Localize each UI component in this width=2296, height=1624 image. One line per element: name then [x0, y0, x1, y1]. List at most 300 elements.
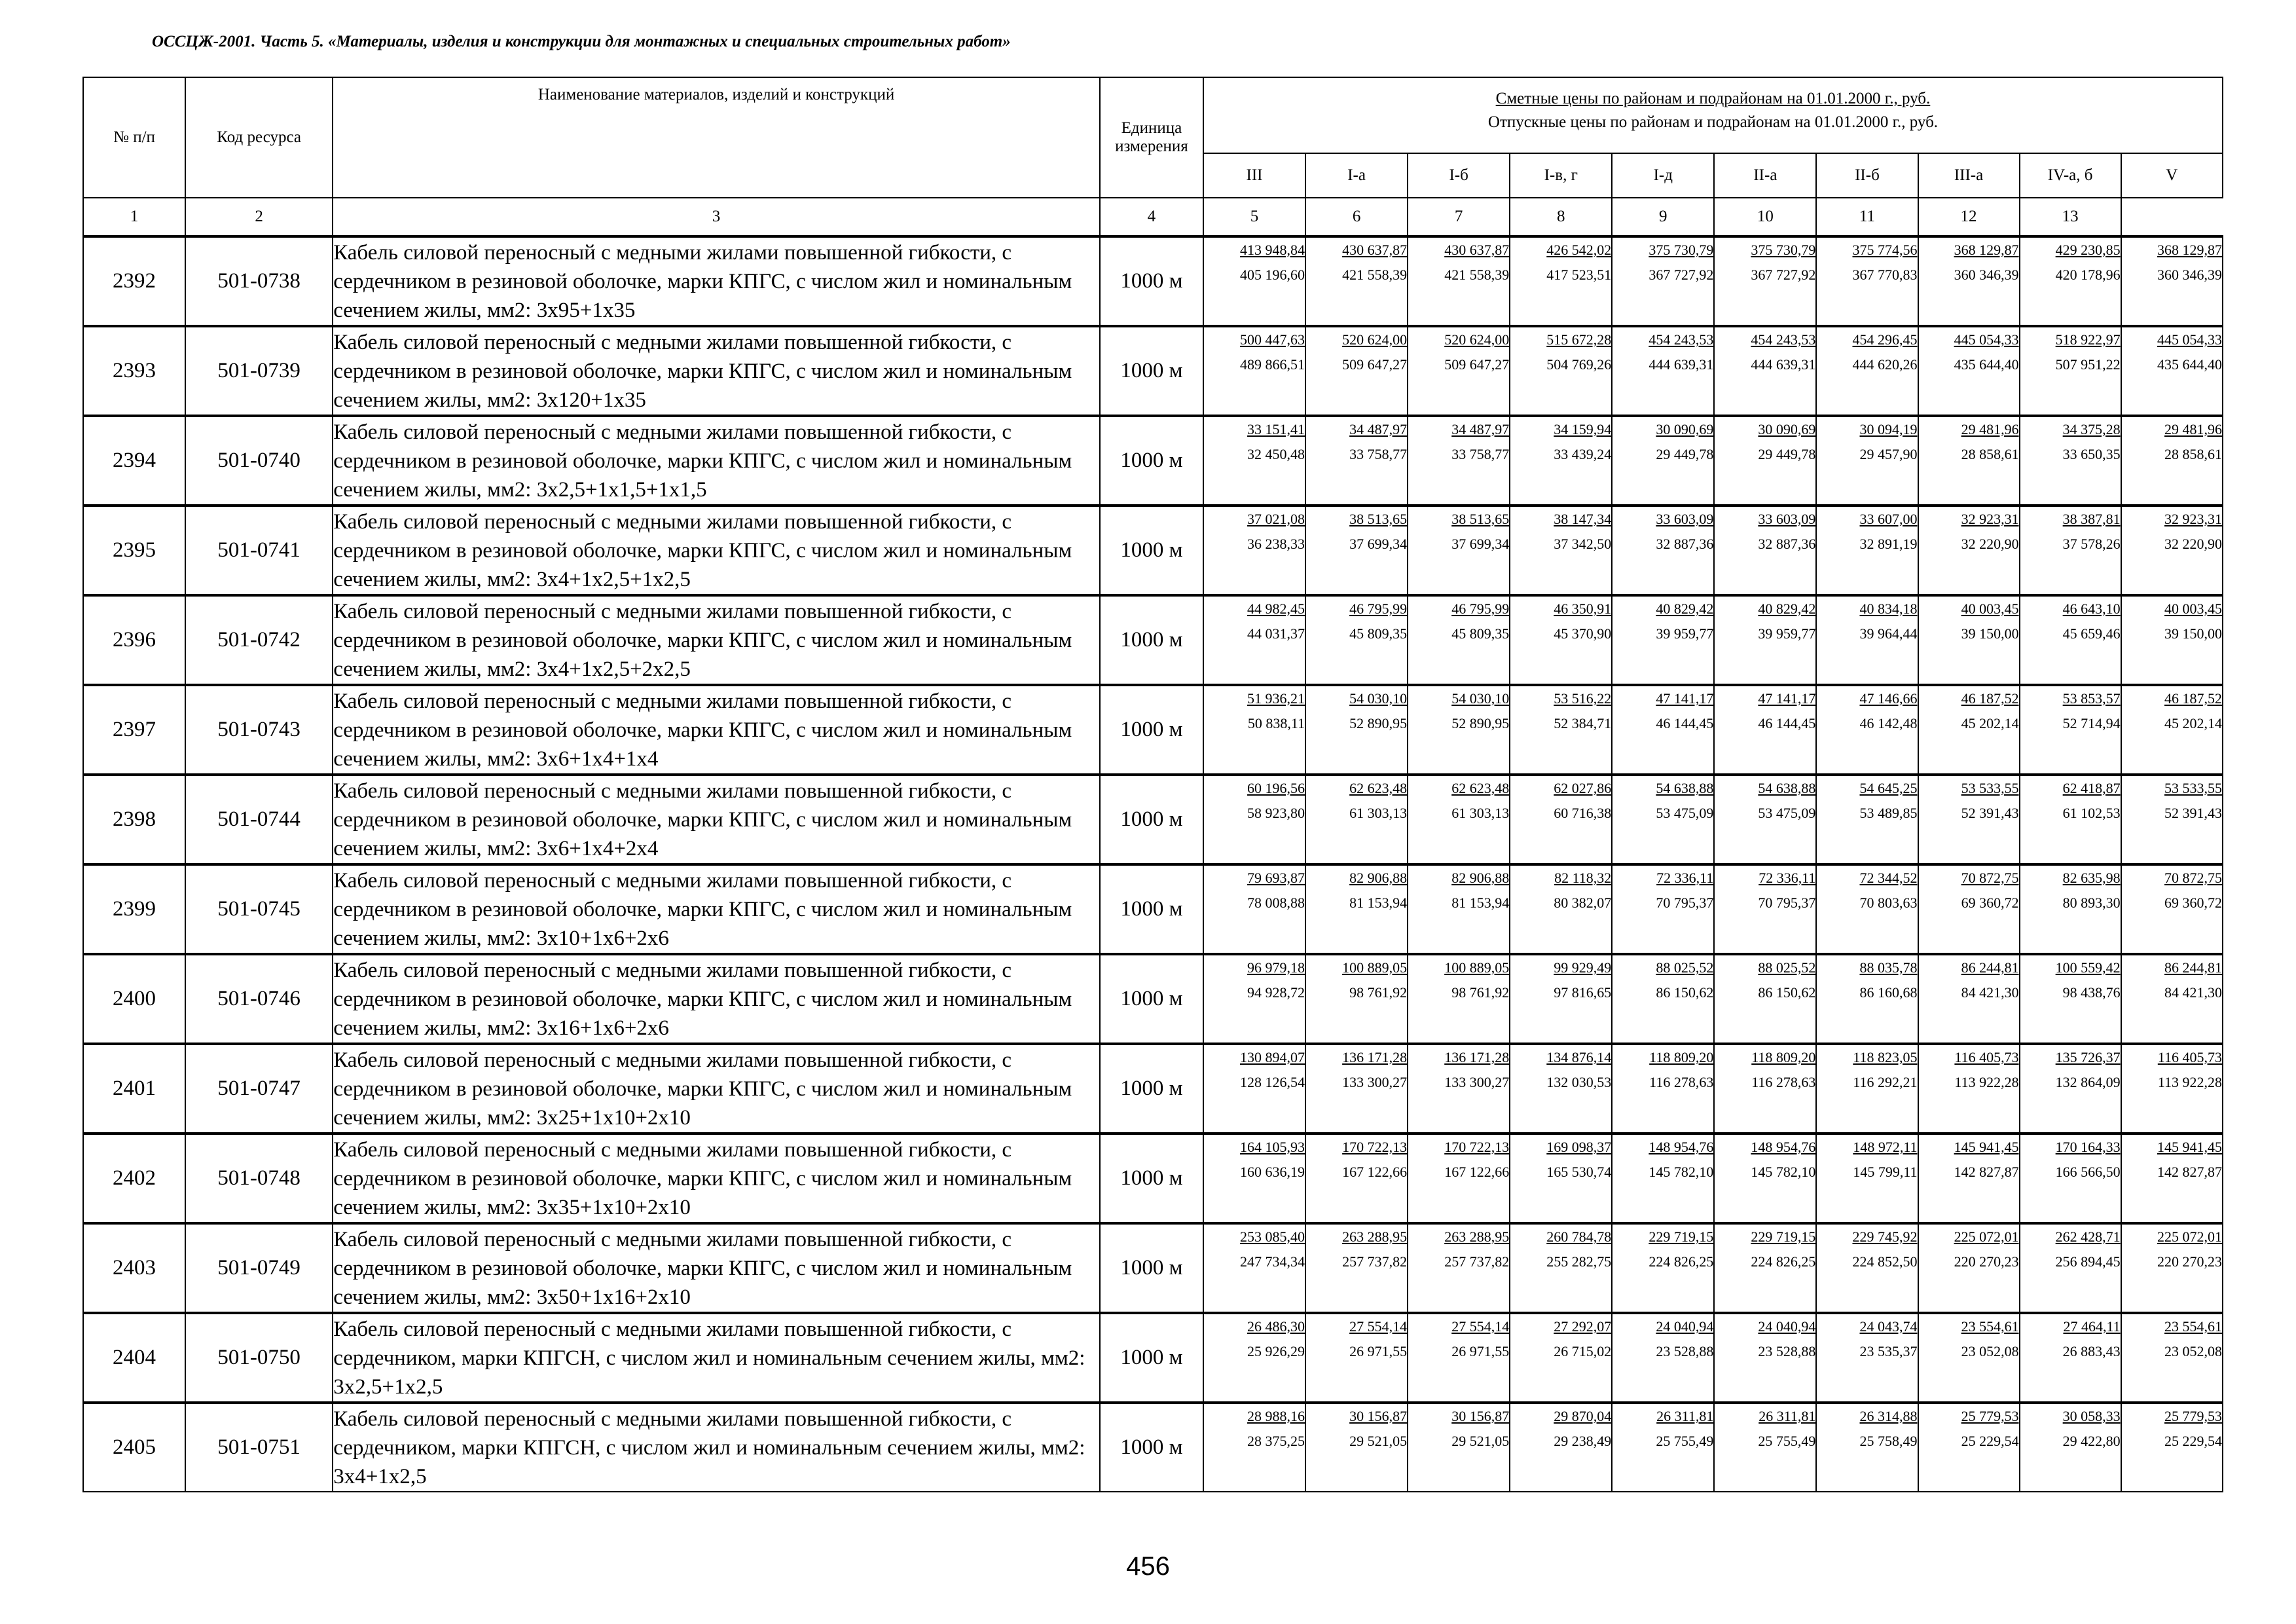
- resource-code: 501-0750: [185, 1313, 333, 1403]
- price-cell: [1203, 326, 1305, 416]
- estimate-price: 30 156,87: [1451, 1408, 1510, 1424]
- estimate-price: 86 244,81: [1961, 959, 2019, 976]
- header-column-number: 11: [1816, 198, 1918, 236]
- price-cell: [1918, 1134, 2020, 1223]
- estimate-price: 23 554,61: [2164, 1318, 2222, 1335]
- estimate-price: 82 635,98: [2062, 870, 2121, 886]
- price-cell: [1203, 775, 1305, 864]
- price-cell: [1305, 236, 1408, 326]
- estimate-price: 375 730,79: [1751, 242, 1816, 258]
- estimate-price: 136 171,28: [1342, 1049, 1408, 1065]
- unit-of-measure: 1000 м: [1100, 775, 1203, 864]
- price-cell: [2020, 954, 2121, 1044]
- estimate-price: 82 906,88: [1451, 870, 1510, 886]
- estimate-price: 40 829,42: [1656, 600, 1714, 617]
- release-price: 26 971,55: [1451, 1343, 1510, 1359]
- estimate-price: 375 774,56: [1852, 242, 1918, 258]
- estimate-price: 53 533,55: [1961, 780, 2019, 796]
- release-price: 160 636,19: [1240, 1164, 1305, 1180]
- estimate-price: 100 889,05: [1342, 959, 1408, 976]
- release-price: 69 360,72: [2164, 895, 2222, 911]
- estimate-price: 88 025,52: [1656, 959, 1714, 976]
- price-cell: [1408, 1134, 1510, 1223]
- price-cell: [1612, 1134, 1714, 1223]
- price-cell: [1612, 416, 1714, 506]
- price-cell: [2121, 1134, 2223, 1223]
- release-price: 360 346,39: [2157, 267, 2222, 283]
- table-row: [83, 236, 2223, 326]
- price-table: [82, 77, 2223, 1492]
- release-price: 45 202,14: [1961, 715, 2019, 731]
- header-column-number: 7: [1408, 198, 1510, 236]
- estimate-price: 29 481,96: [1961, 421, 2019, 437]
- resource-code: 501-0740: [185, 416, 333, 506]
- price-cell: [1510, 775, 1612, 864]
- price-cell: [1305, 775, 1408, 864]
- header-column-number: 13: [2020, 198, 2121, 236]
- estimate-price: 47 141,17: [1656, 690, 1714, 707]
- price-cell: [1305, 416, 1408, 506]
- price-cell: [2020, 1403, 2121, 1492]
- price-cell: [1305, 1403, 1408, 1492]
- release-price: 86 150,62: [1656, 984, 1714, 1001]
- estimate-price: 30 058,33: [2062, 1408, 2121, 1424]
- price-cell: [1612, 1403, 1714, 1492]
- material-name: Кабель силовой переносный с медными жилами повышенной гибкости, с сердечником в резиновой оболочке, марки КПГС, с числом жил и номинальным сечением жилы, мм2: 3х35+1х10+2х10: [333, 1134, 1100, 1223]
- table-row: [83, 326, 2223, 416]
- estimate-price: 100 889,05: [1444, 959, 1510, 976]
- estimate-price: 426 542,02: [1546, 242, 1612, 258]
- release-price: 70 795,37: [1758, 895, 1816, 911]
- release-price: 29 521,05: [1349, 1433, 1408, 1449]
- release-price: 46 142,48: [1859, 715, 1918, 731]
- estimate-price: 25 779,53: [1961, 1408, 2019, 1424]
- release-price: 417 523,51: [1546, 267, 1612, 283]
- estimate-price: 445 054,33: [1954, 331, 2019, 348]
- price-cell: [1510, 1223, 1612, 1313]
- estimate-price: 30 090,69: [1758, 421, 1816, 437]
- release-price: 29 521,05: [1451, 1433, 1510, 1449]
- price-cell: [1408, 1403, 1510, 1492]
- estimate-price: 47 141,17: [1758, 690, 1816, 707]
- estimate-price: 53 516,22: [1554, 690, 1612, 707]
- release-price: 98 761,92: [1349, 984, 1408, 1001]
- estimate-price: 40 003,45: [1961, 600, 2019, 617]
- estimate-price: 375 730,79: [1649, 242, 1714, 258]
- estimate-price: 262 428,71: [2055, 1228, 2121, 1245]
- release-price: 45 202,14: [2164, 715, 2222, 731]
- estimate-price: 72 336,11: [1656, 870, 1714, 886]
- price-cell: [1408, 954, 1510, 1044]
- price-cell: [1305, 1223, 1408, 1313]
- release-price: 28 858,61: [1961, 446, 2019, 462]
- release-price: 28 375,25: [1247, 1433, 1305, 1449]
- unit-of-measure: 1000 м: [1100, 864, 1203, 954]
- estimate-price: 145 941,45: [2157, 1139, 2222, 1155]
- price-cell: [2020, 236, 2121, 326]
- release-price: 25 229,54: [2164, 1433, 2222, 1449]
- unit-of-measure: 1000 м: [1100, 1044, 1203, 1134]
- price-cell: [2121, 775, 2223, 864]
- price-cell: [1714, 685, 1816, 775]
- release-price: 142 827,87: [1954, 1164, 2019, 1180]
- estimate-price: 33 603,09: [1758, 511, 1816, 527]
- unit-of-measure: 1000 м: [1100, 1313, 1203, 1403]
- row-number: 2400: [83, 954, 185, 1044]
- price-cell: [2121, 864, 2223, 954]
- unit-of-measure: 1000 м: [1100, 1134, 1203, 1223]
- price-cell: [2121, 685, 2223, 775]
- estimate-price: 30 156,87: [1349, 1408, 1408, 1424]
- price-cell: [1612, 326, 1714, 416]
- release-price: 81 153,94: [1349, 895, 1408, 911]
- material-name: Кабель силовой переносный с медными жилами повышенной гибкости, с сердечником в резиновой оболочке, марки КПГС, с числом жил и номинальным сечением жилы, мм2: 3х25+1х10+2х10: [333, 1044, 1100, 1134]
- estimate-price: 38 513,65: [1349, 511, 1408, 527]
- price-cell: [2020, 775, 2121, 864]
- price-cell: [1203, 236, 1305, 326]
- estimate-price: 44 982,45: [1247, 600, 1305, 617]
- price-cell: [1816, 954, 1918, 1044]
- estimate-price: 26 311,81: [1656, 1408, 1714, 1424]
- price-cell: [1203, 506, 1305, 595]
- release-price: 78 008,88: [1247, 895, 1305, 911]
- estimate-price: 118 809,20: [1649, 1049, 1714, 1065]
- release-price: 52 391,43: [1961, 805, 2019, 821]
- release-price: 25 758,49: [1859, 1433, 1918, 1449]
- release-price: 33 758,77: [1451, 446, 1510, 462]
- price-cell: [1714, 1044, 1816, 1134]
- release-price: 367 727,92: [1649, 267, 1714, 283]
- table-row: [83, 1134, 2223, 1223]
- release-price: 116 278,63: [1649, 1074, 1714, 1090]
- price-cell: [2121, 236, 2223, 326]
- release-price: 33 758,77: [1349, 446, 1408, 462]
- resource-code: 501-0743: [185, 685, 333, 775]
- release-price: 33 439,24: [1554, 446, 1612, 462]
- resource-code: 501-0745: [185, 864, 333, 954]
- estimate-price: 54 030,10: [1451, 690, 1510, 707]
- price-cell: [1918, 1403, 2020, 1492]
- price-cell: [2121, 954, 2223, 1044]
- estimate-price: 29 870,04: [1554, 1408, 1612, 1424]
- price-cell: [1816, 595, 1918, 685]
- release-price: 80 893,30: [2062, 895, 2121, 911]
- estimate-price: 26 311,81: [1758, 1408, 1816, 1424]
- estimate-price: 170 722,13: [1342, 1139, 1408, 1155]
- price-cell: [1612, 1313, 1714, 1403]
- price-cell: [1203, 1313, 1305, 1403]
- estimate-price: 520 624,00: [1342, 331, 1408, 348]
- price-cell: [1816, 506, 1918, 595]
- table-row: [83, 1223, 2223, 1313]
- estimate-price: 445 054,33: [2157, 331, 2222, 348]
- price-cell: [2121, 1044, 2223, 1134]
- price-cell: [1816, 1313, 1918, 1403]
- price-cell: [1816, 685, 1918, 775]
- release-price: 69 360,72: [1961, 895, 2019, 911]
- estimate-price: 515 672,28: [1546, 331, 1612, 348]
- table-row: [83, 506, 2223, 595]
- resource-code: 501-0741: [185, 506, 333, 595]
- price-cell: [1918, 326, 2020, 416]
- price-cell: [1305, 326, 1408, 416]
- price-cell: [1305, 954, 1408, 1044]
- unit-of-measure: 1000 м: [1100, 1223, 1203, 1313]
- resource-code: 501-0744: [185, 775, 333, 864]
- release-price: 489 866,51: [1240, 356, 1305, 373]
- price-cell: [1203, 864, 1305, 954]
- price-cell: [1714, 326, 1816, 416]
- material-name: Кабель силовой переносный с медными жилами повышенной гибкости, с сердечником в резиновой оболочке, марки КПГС, с числом жил и номинальным сечением жилы, мм2: 3х6+1х4+1х4: [333, 685, 1100, 775]
- estimate-price: 229 745,92: [1852, 1228, 1918, 1245]
- header-column-number: 8: [1510, 198, 1612, 236]
- release-price: 98 438,76: [2062, 984, 2121, 1001]
- estimate-price: 23 554,61: [1961, 1318, 2019, 1335]
- header-column-number: 9: [1612, 198, 1714, 236]
- estimate-price: 46 187,52: [2164, 690, 2222, 707]
- release-price: 58 923,80: [1247, 805, 1305, 821]
- resource-code: 501-0749: [185, 1223, 333, 1313]
- release-price: 39 150,00: [2164, 625, 2222, 642]
- estimate-price: 27 292,07: [1554, 1318, 1612, 1335]
- material-name: Кабель силовой переносный с медными жилами повышенной гибкости, с сердечником, марки КПГСН, с числом жил и номинальным сечением жилы, мм2: 3х2,5+1х2,5: [333, 1313, 1100, 1403]
- price-cell: [1203, 685, 1305, 775]
- header-column-number: 2: [185, 198, 333, 236]
- price-cell: [1408, 864, 1510, 954]
- release-price: 113 922,28: [1954, 1074, 2019, 1090]
- unit-of-measure: 1000 м: [1100, 506, 1203, 595]
- estimate-price: 70 872,75: [1961, 870, 2019, 886]
- estimate-price: 72 344,52: [1859, 870, 1918, 886]
- price-cell: [1305, 1313, 1408, 1403]
- price-cell: [2020, 864, 2121, 954]
- price-cell: [2121, 416, 2223, 506]
- estimate-price: 88 035,78: [1859, 959, 1918, 976]
- row-number: 2395: [83, 506, 185, 595]
- price-cell: [1816, 1044, 1918, 1134]
- release-price: 33 650,35: [2062, 446, 2121, 462]
- release-price: 61 102,53: [2062, 805, 2121, 821]
- release-price: 37 699,34: [1349, 536, 1408, 552]
- release-price: 26 883,43: [2062, 1343, 2121, 1359]
- estimate-price: 253 085,40: [1240, 1228, 1305, 1245]
- table-row: [83, 775, 2223, 864]
- table-row: [83, 416, 2223, 506]
- header-column-number: 5: [1203, 198, 1305, 236]
- release-price: 220 270,23: [2157, 1253, 2222, 1270]
- estimate-price: 454 243,53: [1649, 331, 1714, 348]
- price-cell: [1510, 685, 1612, 775]
- release-price: 145 799,11: [1853, 1164, 1918, 1180]
- price-cell: [1816, 416, 1918, 506]
- release-price: 29 449,78: [1656, 446, 1714, 462]
- estimate-price: 30 090,69: [1656, 421, 1714, 437]
- estimate-price: 148 954,76: [1649, 1139, 1714, 1155]
- estimate-price: 62 623,48: [1451, 780, 1510, 796]
- release-price: 39 959,77: [1656, 625, 1714, 642]
- release-price: 45 370,90: [1554, 625, 1612, 642]
- release-price: 86 150,62: [1758, 984, 1816, 1001]
- estimate-price: 33 151,41: [1247, 421, 1305, 437]
- price-cell: [1305, 864, 1408, 954]
- release-price: 39 959,77: [1758, 625, 1816, 642]
- table-row: [83, 1044, 2223, 1134]
- estimate-price: 260 784,78: [1546, 1228, 1612, 1245]
- estimate-price: 454 296,45: [1852, 331, 1918, 348]
- row-number: 2397: [83, 685, 185, 775]
- row-number: 2404: [83, 1313, 185, 1403]
- release-price: 145 782,10: [1751, 1164, 1816, 1180]
- price-cell: [1510, 954, 1612, 1044]
- row-number: 2402: [83, 1134, 185, 1223]
- price-cell: [2020, 326, 2121, 416]
- price-cell: [1714, 236, 1816, 326]
- price-cell: [1612, 506, 1714, 595]
- release-price: 29 457,90: [1859, 446, 1918, 462]
- release-price: 52 391,43: [2164, 805, 2222, 821]
- price-cell: [1612, 595, 1714, 685]
- release-price: 37 699,34: [1451, 536, 1510, 552]
- release-price: 247 734,34: [1240, 1253, 1305, 1270]
- estimate-price: 62 623,48: [1349, 780, 1408, 796]
- unit-of-measure: 1000 м: [1100, 954, 1203, 1044]
- estimate-price: 82 906,88: [1349, 870, 1408, 886]
- header-region: III: [1203, 153, 1305, 198]
- estimate-price: 263 288,95: [1342, 1228, 1408, 1245]
- estimate-price: 170 722,13: [1444, 1139, 1510, 1155]
- estimate-price: 368 129,87: [2157, 242, 2222, 258]
- release-price: 444 620,26: [1852, 356, 1918, 373]
- release-price: 39 964,44: [1859, 625, 1918, 642]
- release-price: 435 644,40: [1954, 356, 2019, 373]
- unit-of-measure: 1000 м: [1100, 326, 1203, 416]
- row-number: 2403: [83, 1223, 185, 1313]
- estimate-price: 26 486,30: [1247, 1318, 1305, 1335]
- release-price: 45 659,46: [2062, 625, 2121, 642]
- header-code: Код ресурса: [185, 77, 333, 198]
- release-price: 25 755,49: [1758, 1433, 1816, 1449]
- estimate-price: 46 795,99: [1349, 600, 1408, 617]
- estimate-price: 38 387,81: [2062, 511, 2121, 527]
- material-name: Кабель силовой переносный с медными жилами повышенной гибкости, с сердечником в резиновой оболочке, марки КПГС, с числом жил и номинальным сечением жилы, мм2: 3х4+1х2,5+1х2,5: [333, 506, 1100, 595]
- price-cell: [1714, 1223, 1816, 1313]
- header-region: II-а: [1714, 153, 1816, 198]
- price-cell: [1612, 864, 1714, 954]
- price-cell: [1918, 1223, 2020, 1313]
- estimate-price: 135 726,37: [2055, 1049, 2121, 1065]
- release-price: 53 489,85: [1859, 805, 1918, 821]
- price-cell: [2020, 416, 2121, 506]
- release-price: 257 737,82: [1342, 1253, 1408, 1270]
- price-cell: [1203, 954, 1305, 1044]
- release-price: 45 809,35: [1451, 625, 1510, 642]
- header-region: I-б: [1408, 153, 1510, 198]
- estimate-price: 38 147,34: [1554, 511, 1612, 527]
- estimate-price: 54 638,88: [1656, 780, 1714, 796]
- estimate-price: 518 922,97: [2055, 331, 2121, 348]
- material-name: Кабель силовой переносный с медными жилами повышенной гибкости, с сердечником в резиновой оболочке, марки КПГС, с числом жил и номинальным сечением жилы, мм2: 3х50+1х16+2х10: [333, 1223, 1100, 1313]
- release-price: 52 714,94: [2062, 715, 2121, 731]
- row-number: 2401: [83, 1044, 185, 1134]
- release-price: 128 126,54: [1240, 1074, 1305, 1090]
- price-cell: [1203, 1044, 1305, 1134]
- estimate-price: 46 350,91: [1554, 600, 1612, 617]
- header-column-number: 3: [333, 198, 1100, 236]
- release-price: 132 864,09: [2055, 1074, 2121, 1090]
- release-price: 167 122,66: [1342, 1164, 1408, 1180]
- estimate-price: 229 719,15: [1649, 1228, 1714, 1245]
- estimate-price: 164 105,93: [1240, 1139, 1305, 1155]
- estimate-price: 170 164,33: [2055, 1139, 2121, 1155]
- release-price: 29 238,49: [1554, 1433, 1612, 1449]
- price-cell: [1714, 775, 1816, 864]
- estimate-price: 53 853,57: [2062, 690, 2121, 707]
- price-cell: [1714, 416, 1816, 506]
- table-row: [83, 685, 2223, 775]
- header-unit: Единица измерения: [1100, 77, 1203, 198]
- release-price: 23 528,88: [1758, 1343, 1816, 1359]
- price-cell: [1918, 775, 2020, 864]
- price-cell: [2121, 1403, 2223, 1492]
- release-price: 507 951,22: [2055, 356, 2121, 373]
- release-price: 220 270,23: [1954, 1253, 2019, 1270]
- header-column-number: 1: [83, 198, 185, 236]
- price-cell: [1816, 1403, 1918, 1492]
- estimate-price: 37 021,08: [1247, 511, 1305, 527]
- release-price: 26 715,02: [1554, 1343, 1612, 1359]
- estimate-price: 27 554,14: [1349, 1318, 1408, 1335]
- release-price: 444 639,31: [1649, 356, 1714, 373]
- unit-of-measure: 1000 м: [1100, 595, 1203, 685]
- header-prices: [1203, 77, 2223, 153]
- release-price: 97 816,65: [1554, 984, 1612, 1001]
- release-price: 256 894,45: [2055, 1253, 2121, 1270]
- estimate-price: 33 603,09: [1656, 511, 1714, 527]
- estimate-price: 82 118,32: [1554, 870, 1612, 886]
- price-cell: [1203, 416, 1305, 506]
- price-cell: [1408, 416, 1510, 506]
- release-price: 86 160,68: [1859, 984, 1918, 1001]
- release-price: 61 303,13: [1349, 805, 1408, 821]
- release-price: 32 891,19: [1859, 536, 1918, 552]
- release-price: 52 890,95: [1451, 715, 1510, 731]
- release-price: 25 926,29: [1247, 1343, 1305, 1359]
- price-cell: [1305, 1044, 1408, 1134]
- resource-code: 501-0746: [185, 954, 333, 1044]
- estimate-price: 263 288,95: [1444, 1228, 1510, 1245]
- document-header: ОССЦЖ-2001. Часть 5. «Материалы, изделия и конструкции для монтажных и специальных строительных работ»: [152, 33, 1011, 50]
- release-price: 133 300,27: [1444, 1074, 1510, 1090]
- price-cell: [1408, 595, 1510, 685]
- material-name: Кабель силовой переносный с медными жилами повышенной гибкости, с сердечником, марки КПГСН, с числом жил и номинальным сечением жилы, мм2: 3х4+1х2,5: [333, 1403, 1100, 1492]
- estimate-price: 62 418,87: [2062, 780, 2121, 796]
- price-cell: [1408, 236, 1510, 326]
- row-number: 2399: [83, 864, 185, 954]
- estimate-price: 27 554,14: [1451, 1318, 1510, 1335]
- price-cell: [2020, 1313, 2121, 1403]
- header-name: Наименование материалов, изделий и конструкций: [333, 77, 1100, 198]
- header-column-number: 4: [1100, 198, 1203, 236]
- release-price: 25 229,54: [1961, 1433, 2019, 1449]
- estimate-price: 118 823,05: [1853, 1049, 1918, 1065]
- price-cell: [1510, 416, 1612, 506]
- price-cell: [1816, 326, 1918, 416]
- resource-code: 501-0751: [185, 1403, 333, 1492]
- price-cell: [2020, 595, 2121, 685]
- estimate-price: 130 894,07: [1240, 1049, 1305, 1065]
- release-price: 113 922,28: [2157, 1074, 2222, 1090]
- price-cell: [1203, 1223, 1305, 1313]
